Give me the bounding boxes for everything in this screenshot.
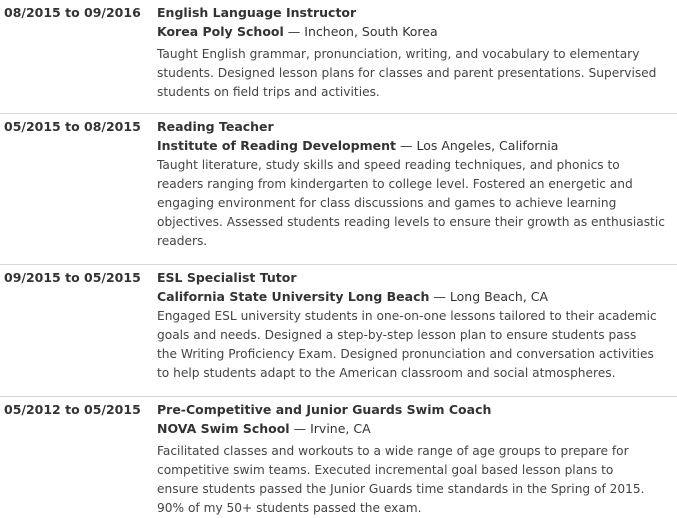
entry-dates: 08/2015 to 09/2016 [4,5,141,20]
job-location: Irvine, CA [310,421,371,436]
job-title: Reading Teacher [157,119,274,134]
job-description [157,45,673,102]
entry-dates: 05/2015 to 08/2015 [4,119,141,134]
work-entry [0,397,677,517]
separator: — [293,421,307,436]
separator: — [399,138,413,153]
org-line [157,419,673,438]
description-line: Taught literature, study skills and speed reading techniques, and phonics to [157,158,620,172]
organization-name: NOVA Swim School [157,421,290,436]
description-line: readers ranging from kindergarten to college level. Fostered an energetic and [157,177,633,191]
description-line: ensure students passed the Junior Guards time standards in the Spring of 2015. [157,482,645,496]
separator: — [433,289,446,304]
job-title: Pre-Competitive and Junior Guards Swim Coach [157,402,492,417]
description-line: to help students adapt to the American classroom and social atmospheres. [157,366,616,380]
description-line: goals and needs. Designed a step-by-step lesson plan to ensure students pass [157,328,637,342]
job-location: Long Beach, CA [449,289,549,304]
entry-dates: 05/2012 to 05/2015 [4,402,141,417]
description-line: readers. [157,234,208,248]
org-line [157,136,673,155]
org-line [157,287,673,306]
job-location: Los Angeles, California [416,138,559,153]
description-line: 90% of my 50+ students passed the exam. [157,501,422,515]
description-line: competitive swim teams. Executed incremental goal based lesson plans to [157,463,614,477]
work-entry [0,0,677,114]
description-line: Facilitated classes and workouts to a wide range of age groups to prepare for [157,444,629,458]
description-line: students. Designed lesson plans for classes and parent presentations. Supervised [157,66,657,80]
description-line: the Writing Proficiency Exam. Designed pronunciation and conversation activities [157,347,654,361]
description-line: engaging environment for class discussions and games to achieve learning [157,196,617,210]
job-title: ESL Specialist Tutor [157,270,297,285]
entry-dates: 09/2015 to 05/2015 [4,270,141,285]
job-description [157,442,673,518]
entry-content [157,397,673,518]
separator: — [287,24,301,39]
job-description [157,156,673,251]
organization-name: Institute of Reading Development [157,138,396,153]
entry-content [157,0,673,102]
job-title: English Language Instructor [157,5,357,20]
work-entry [0,265,677,397]
organization-name: Korea Poly School [157,24,284,39]
description-line: objectives. Assessed students reading levels to ensure their growth as enthusiastic [157,215,665,229]
org-line [157,22,673,41]
work-entry [0,114,677,265]
entry-content [157,114,673,251]
description-line: Taught English grammar, pronunciation, writing, and vocabulary to elementary [157,47,640,61]
organization-name: California State University Long Beach [157,289,430,304]
job-location: Incheon, South Korea [304,24,438,39]
description-line: students on field trips and activities. [157,85,380,99]
entry-content [157,265,673,383]
job-description [157,307,673,383]
description-line: Engaged ESL university students in one-on-one lessons tailored to their academic [157,309,657,323]
